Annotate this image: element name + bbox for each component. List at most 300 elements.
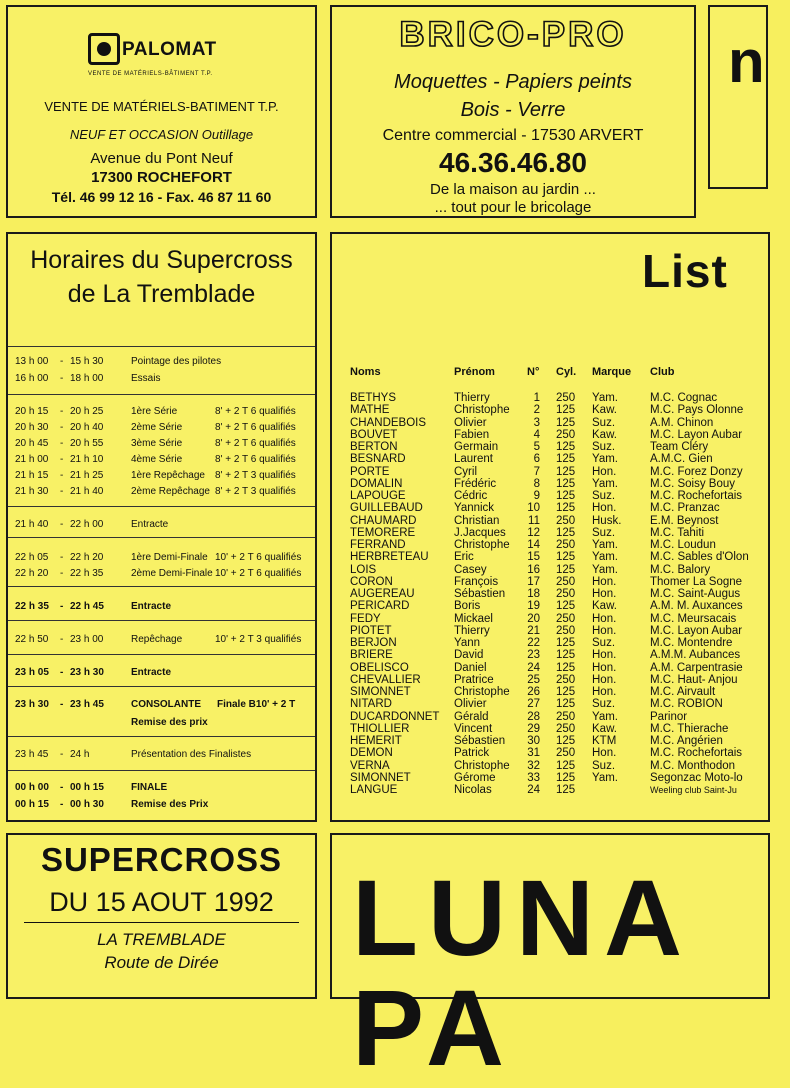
- pilot-marque: Hon.: [592, 747, 617, 760]
- pilot-numero: 30: [527, 735, 540, 747]
- pilot-club: M.C. Layon Aubar: [650, 428, 743, 441]
- horaires-start: 22 h 20: [15, 568, 49, 579]
- pilot-club: M.C. ROBION: [650, 698, 723, 711]
- pilot-row: [350, 662, 790, 674]
- pilot-club: M.C. Soisy Bouy: [650, 477, 735, 490]
- pilot-marque: Suz.: [592, 759, 616, 772]
- brico-line-5: ... tout pour le bricolage: [434, 199, 592, 216]
- horaires-start: 20 h 15: [15, 406, 49, 417]
- pilot-numero: 5: [533, 441, 540, 453]
- pilot-row: [350, 490, 790, 502]
- pilot-marque: Hon.: [592, 649, 617, 662]
- pilot-club: M.C. Balory: [650, 563, 711, 576]
- horaires-label: 4ème Série: [131, 454, 183, 465]
- pilot-nom: OBELISCO: [350, 661, 409, 674]
- pilot-marque: Suz.: [592, 416, 616, 429]
- pilot-marque: Yam.: [592, 551, 618, 564]
- pilot-cylindree: 125: [556, 784, 576, 796]
- pilot-nom: DEMON: [350, 747, 393, 760]
- pilot-prenom: Cédric: [454, 490, 488, 502]
- brico-phone: 46.36.46.80: [439, 147, 587, 178]
- pilot-prenom: Frédéric: [454, 477, 497, 490]
- pilot-club: M.C. Rochefortais: [650, 490, 743, 502]
- pilot-prenom: Christophe: [454, 759, 510, 772]
- horaires-divider: [8, 736, 315, 737]
- pilot-marque: Suz.: [592, 526, 616, 539]
- pilot-prenom: Olivier: [454, 698, 487, 711]
- pilot-club: M.C. Haut- Anjou: [650, 673, 738, 686]
- pilot-club: A.M. M. Auxances: [650, 600, 743, 613]
- horaires-dash: -: [60, 438, 64, 449]
- pilot-row: [350, 429, 790, 441]
- pilot-marque: Suz.: [592, 490, 616, 502]
- pilot-cylindree: 250: [556, 710, 576, 723]
- horaires-dash: -: [60, 552, 64, 563]
- pilot-club: A.M.C. Gien: [650, 453, 713, 466]
- pilot-numero: 18: [527, 588, 540, 600]
- horaires-divider: [8, 537, 315, 538]
- pilot-cylindree: 125: [556, 441, 576, 453]
- pilot-marque: Yam.: [592, 771, 618, 784]
- horaires-label: 2ème Repêchage: [131, 486, 210, 497]
- pilot-cylindree: 125: [556, 600, 576, 613]
- pilot-cylindree: 125: [556, 735, 576, 747]
- pilot-cylindree: 125: [556, 698, 576, 711]
- pilot-numero: 11: [528, 514, 540, 527]
- pilot-club: A.M.M. Aubances: [650, 649, 741, 662]
- pilot-club: M.C. Angérien: [650, 735, 723, 747]
- horaires-label: CONSOLANTE: [131, 699, 201, 710]
- pilot-row: [350, 392, 790, 404]
- brico-line-4: De la maison au jardin ...: [430, 181, 596, 198]
- pilot-prenom: Patrick: [454, 747, 490, 760]
- pilot-club: M.C. Thierache: [650, 722, 729, 735]
- horaires-end: 23 h 00: [70, 634, 104, 645]
- pilot-numero: 24: [527, 661, 540, 674]
- list-title: List: [642, 245, 728, 297]
- pilot-cylindree: 250: [556, 428, 576, 441]
- pilot-marque: Yam.: [592, 477, 618, 490]
- pilot-prenom: Nicolas: [454, 784, 492, 796]
- pilot-marque: Hon.: [592, 575, 617, 588]
- pilot-prenom: David: [454, 649, 484, 662]
- pilot-club: M.C. Sables d'Olon: [650, 551, 749, 564]
- pilot-prenom: François: [454, 575, 499, 588]
- horaires-label: 1ère Repêchage: [131, 470, 205, 481]
- pilot-row: [350, 784, 790, 796]
- pilot-row: [350, 539, 790, 551]
- pilot-club: Parinor: [650, 710, 688, 723]
- horaires-start: 23 h 05: [15, 667, 49, 678]
- pilot-numero: 20: [527, 612, 540, 625]
- horaires-dash: -: [60, 782, 64, 793]
- pilot-nom: HERBRETEAU: [350, 551, 429, 564]
- pilot-nom: AUGEREAU: [350, 588, 415, 600]
- pilot-marque: Husk.: [592, 514, 622, 527]
- palomat-address: Avenue du Pont Neuf: [90, 150, 233, 167]
- horaires-end: 23 h 45: [70, 699, 104, 710]
- pilot-club: Weeling club Saint-Ju: [650, 785, 737, 795]
- pilot-marque: Kaw.: [592, 600, 617, 613]
- pilot-nom: BOUVET: [350, 428, 398, 441]
- pilot-numero: 16: [527, 563, 540, 576]
- pilot-cylindree: 125: [556, 686, 576, 698]
- pilot-prenom: Sébastien: [454, 735, 506, 747]
- pilot-row: [350, 613, 790, 625]
- pilot-prenom: Christophe: [454, 404, 510, 417]
- pilot-club: A.M. Chinon: [650, 416, 714, 429]
- horaires-end: 20 h 25: [70, 406, 104, 417]
- brico-line-2: Bois - Verre: [460, 99, 566, 121]
- pilot-club: M.C. Loudun: [650, 539, 716, 551]
- pilot-row: [350, 417, 790, 429]
- pilot-cylindree: 250: [556, 747, 576, 760]
- pilot-nom: SIMONNET: [350, 686, 411, 698]
- pilot-prenom: Boris: [454, 600, 481, 613]
- pilot-row: [350, 625, 790, 637]
- palomat-city: 17300 ROCHEFORT: [91, 169, 232, 186]
- brico-line-1: Moquettes - Papiers peints: [394, 71, 632, 93]
- horaires-label: 2ème Série: [131, 422, 183, 433]
- pilot-prenom: Christophe: [454, 686, 510, 698]
- horaires-dash: -: [60, 699, 64, 710]
- pilot-club: M.C. Tahiti: [650, 526, 705, 539]
- pilot-nom: BESNARD: [350, 453, 406, 466]
- pilot-numero: 24: [527, 784, 540, 796]
- pilot-marque: Yam.: [592, 453, 618, 466]
- horaires-start: 23 h 30: [15, 699, 49, 710]
- pilot-club: Segonzac Moto-lo: [650, 771, 743, 784]
- horaires-detail: 10' + 2 T 3 qualifiés: [215, 634, 302, 645]
- pilot-marque: Yam.: [592, 710, 618, 723]
- pilot-nom: CHANDEBOIS: [350, 416, 427, 429]
- horaires-label: Présentation des Finalistes: [131, 749, 252, 760]
- horaires-end: 22 h 00: [70, 519, 104, 530]
- header-prenom: Prénom: [454, 366, 495, 378]
- pilot-row: [350, 698, 790, 710]
- pilot-marque: Hon.: [592, 588, 617, 600]
- pilot-cylindree: 250: [556, 514, 576, 527]
- pilot-nom: FERRAND: [350, 539, 406, 551]
- pilot-numero: 6: [533, 453, 540, 466]
- horaires-end: 20 h 55: [70, 438, 104, 449]
- top-right-letter: n: [728, 28, 765, 95]
- pilot-prenom: J.Jacques: [454, 526, 506, 539]
- horaires-title-1: Horaires du Supercross: [30, 246, 293, 274]
- pilot-club: M.C. Meursacais: [650, 612, 737, 625]
- pilot-cylindree: 125: [556, 526, 576, 539]
- pilot-prenom: Thierry: [454, 392, 490, 404]
- pilot-row: [350, 723, 790, 735]
- pilot-prenom: Eric: [454, 551, 474, 564]
- pilot-prenom: Thierry: [454, 624, 490, 637]
- pilot-prenom: Daniel: [454, 661, 487, 674]
- horaires-dash: -: [60, 356, 64, 367]
- pilot-marque: Yam.: [592, 563, 618, 576]
- horaires-end: 00 h 15: [70, 782, 104, 793]
- brico-title: BRICO-PRO: [399, 15, 627, 54]
- pilot-marque: Hon.: [592, 624, 617, 637]
- header-numero: N°: [527, 366, 540, 378]
- pilot-prenom: Olivier: [454, 416, 487, 429]
- pilot-nom: PIOTET: [350, 624, 392, 637]
- pilot-nom: MATHE: [350, 404, 390, 417]
- pilot-club: M.C. Airvault: [650, 686, 716, 698]
- horaires-end: 24 h: [70, 749, 90, 760]
- horaires-dash: -: [60, 799, 64, 810]
- pilot-prenom: Pratrice: [454, 673, 494, 686]
- palomat-logo-icon: [88, 33, 120, 65]
- pilot-cylindree: 250: [556, 575, 576, 588]
- pilot-club: Team Cléry: [650, 441, 709, 453]
- pilot-prenom: Sébastien: [454, 588, 506, 600]
- pilot-numero: 2: [533, 404, 540, 417]
- pilot-row: [350, 600, 790, 612]
- horaires-label: Entracte: [131, 601, 172, 612]
- pilot-cylindree: 125: [556, 416, 576, 429]
- pilot-nom: DUCARDONNET: [350, 710, 440, 723]
- pilot-prenom: Vincent: [454, 722, 493, 735]
- horaires-label: 1ère Demi-Finale: [131, 552, 208, 563]
- pilot-numero: 4: [533, 428, 540, 441]
- pilot-cylindree: 125: [556, 490, 576, 502]
- horaires-dash: -: [60, 568, 64, 579]
- pilot-marque: Hon.: [592, 502, 617, 515]
- pilot-marque: Suz.: [592, 698, 616, 711]
- horaires-dash: -: [60, 454, 64, 465]
- horaires-start: 22 h 50: [15, 634, 49, 645]
- pilot-row: [350, 772, 790, 784]
- pilot-numero: 25: [527, 673, 540, 686]
- supercross-date: DU 15 AOUT 1992: [49, 887, 274, 917]
- pilot-prenom: Yann: [454, 637, 481, 649]
- pilot-nom: NITARD: [350, 698, 392, 711]
- horaires-dash: -: [60, 373, 64, 384]
- horaires-start: 13 h 00: [15, 356, 49, 367]
- pilot-row: [350, 527, 790, 539]
- pilot-marque: Hon.: [592, 686, 617, 698]
- pilot-club: M.C. Cognac: [650, 392, 718, 404]
- luna-park-ad: [330, 833, 770, 1088]
- horaires-detail: 8' + 2 T 3 qualifiés: [215, 486, 296, 497]
- horaires-dash: -: [60, 486, 64, 497]
- horaires-start: 21 h 30: [15, 486, 49, 497]
- pilot-numero: 21: [527, 624, 540, 637]
- pilot-nom: THIOLLIER: [350, 722, 410, 735]
- header-noms: Noms: [350, 366, 381, 378]
- horaires-label: Essais: [131, 373, 161, 384]
- top-right-ad: [708, 5, 768, 189]
- pilot-row: [350, 674, 790, 686]
- pilot-numero: 17: [527, 575, 540, 588]
- palomat-line-2: NEUF ET OCCASION Outillage: [69, 127, 254, 142]
- pilot-club: Thomer La Sogne: [650, 575, 743, 588]
- pilot-cylindree: 125: [556, 551, 576, 564]
- pilot-row: [350, 649, 790, 661]
- horaires-end: 22 h 20: [70, 552, 104, 563]
- horaires-detail: Finale B10' + 2 T: [217, 699, 296, 710]
- horaires-end: 22 h 35: [70, 568, 104, 579]
- horaires-divider: [8, 620, 315, 621]
- horaires-end: 23 h 30: [70, 667, 104, 678]
- pilot-cylindree: 250: [556, 392, 576, 404]
- horaires-end: 21 h 10: [70, 454, 104, 465]
- pilot-numero: 8: [533, 477, 540, 490]
- palomat-line-1: VENTE DE MATÉRIELS-BATIMENT T.P.: [44, 99, 279, 114]
- pilot-row: [350, 551, 790, 563]
- horaires-label: FINALE: [131, 782, 168, 793]
- pilot-numero: 28: [527, 710, 540, 723]
- horaires-start: 20 h 45: [15, 438, 49, 449]
- horaires-panel: [6, 232, 317, 822]
- horaires-label: Entracte: [131, 519, 169, 530]
- pilot-marque: Kaw.: [592, 428, 617, 441]
- pilot-prenom: Gérald: [454, 710, 489, 723]
- luna-text: LUNA PA: [352, 857, 688, 1088]
- horaires-start: 21 h 15: [15, 470, 49, 481]
- horaires-dash: -: [60, 519, 64, 530]
- pilot-row: [350, 478, 790, 490]
- pilot-club: M.C. Pays Olonne: [650, 404, 744, 417]
- horaires-end: 18 h 00: [70, 373, 104, 384]
- pilot-club: M.C. Monthodon: [650, 759, 736, 772]
- pilot-prenom: Christophe: [454, 539, 510, 551]
- horaires-divider: [8, 686, 315, 687]
- horaires-detail: 8' + 2 T 6 qualifiés: [215, 438, 296, 449]
- pilot-nom: CORON: [350, 575, 393, 588]
- header-marque: Marque: [592, 366, 632, 378]
- pilot-marque: Hon.: [592, 661, 617, 674]
- pilot-prenom: Cyril: [454, 465, 477, 478]
- horaires-divider: [8, 506, 315, 507]
- pilot-row: [350, 735, 790, 747]
- pilot-marque: Kaw.: [592, 722, 617, 735]
- pilot-nom: BERJON: [350, 637, 397, 649]
- horaires-divider: [8, 770, 315, 771]
- pilot-nom: BERTON: [350, 441, 398, 453]
- pilot-cylindree: 125: [556, 649, 576, 662]
- supercross-divider: [24, 922, 299, 923]
- pilot-row: [350, 441, 790, 453]
- horaires-title-2: de La Tremblade: [67, 280, 256, 308]
- horaires-detail: 8' + 2 T 6 qualifiés: [215, 422, 296, 433]
- pilot-row: [350, 502, 790, 514]
- horaires-start: 00 h 00: [15, 782, 49, 793]
- pilot-cylindree: 125: [556, 563, 576, 576]
- pilot-marque: Hon.: [592, 673, 617, 686]
- horaires-dash: -: [60, 667, 64, 678]
- horaires-start: 21 h 00: [15, 454, 49, 465]
- pilot-numero: 31: [527, 747, 540, 760]
- pilot-cylindree: 125: [556, 661, 576, 674]
- pilot-nom: LANGUE: [350, 784, 398, 796]
- pilot-prenom: Laurent: [454, 453, 494, 466]
- pilot-marque: Suz.: [592, 441, 616, 453]
- pilot-numero: 32: [527, 759, 540, 772]
- horaires-end: 21 h 25: [70, 470, 104, 481]
- pilot-prenom: Casey: [454, 563, 487, 576]
- horaires-dash: -: [60, 422, 64, 433]
- pilot-marque: Hon.: [592, 465, 617, 478]
- pilot-cylindree: 125: [556, 477, 576, 490]
- pilot-numero: 22: [527, 637, 540, 649]
- pilot-numero: 23: [527, 649, 540, 662]
- pilot-list-panel: [330, 232, 770, 822]
- pilot-club: M.C. Pranzac: [650, 502, 720, 515]
- horaires-divider: [8, 654, 315, 655]
- pilot-cylindree: 125: [556, 771, 576, 784]
- pilot-marque: Yam.: [592, 392, 618, 404]
- pilot-prenom: Gérome: [454, 771, 496, 784]
- brico-pro-ad: [330, 5, 696, 218]
- pilot-nom: VERNA: [350, 759, 390, 772]
- pilot-numero: 29: [527, 722, 540, 735]
- pilot-nom: DOMALIN: [350, 477, 403, 490]
- horaires-start: 00 h 15: [15, 799, 49, 810]
- pilot-nom: CHAUMARD: [350, 514, 417, 527]
- pilot-nom: LAPOUGE: [350, 490, 406, 502]
- supercross-place: LA TREMBLADE: [97, 930, 226, 949]
- header-cylindree: Cyl.: [556, 366, 577, 378]
- horaires-dash: -: [60, 749, 64, 760]
- pilot-nom: CHEVALLIER: [350, 673, 421, 686]
- pilot-club: M.C. Montendre: [650, 637, 733, 649]
- pilot-marque: Yam.: [592, 539, 618, 551]
- pilot-prenom: Yannick: [454, 502, 495, 515]
- pilot-cylindree: 125: [556, 465, 576, 478]
- pilot-nom: PERICARD: [350, 600, 410, 613]
- pilot-numero: 33: [527, 771, 540, 784]
- horaires-label: 1ère Série: [131, 406, 178, 417]
- pilot-marque: Hon.: [592, 612, 617, 625]
- horaires-dash: -: [60, 634, 64, 645]
- pilot-row: [350, 711, 790, 723]
- pilot-row: [350, 466, 790, 478]
- pilot-row: [350, 576, 790, 588]
- horaires-end: 15 h 30: [70, 356, 104, 367]
- pilot-nom: HEMERIT: [350, 735, 402, 747]
- pilot-prenom: Fabien: [454, 428, 490, 441]
- pilot-nom: BETHYS: [350, 392, 397, 404]
- pilot-numero: 15: [527, 551, 540, 564]
- pilot-row: [350, 686, 790, 698]
- horaires-label: 3ème Série: [131, 438, 183, 449]
- horaires-end: 00 h 30: [70, 799, 104, 810]
- pilot-club: M.C. Forez Donzy: [650, 465, 743, 478]
- pilot-nom: GUILLEBAUD: [350, 502, 423, 515]
- horaires-detail: 10' + 2 T 6 qualifiés: [215, 552, 302, 563]
- pilot-row: [350, 637, 790, 649]
- pilot-club: M.C. Layon Aubar: [650, 624, 743, 637]
- pilot-row: [350, 760, 790, 772]
- pilot-nom: FEDY: [350, 612, 381, 625]
- horaires-end: 20 h 40: [70, 422, 104, 433]
- pilot-numero: 7: [533, 465, 540, 478]
- supercross-box: [6, 833, 317, 999]
- horaires-start: 22 h 35: [15, 601, 49, 612]
- pilot-row: [350, 453, 790, 465]
- pilot-marque: Kaw.: [592, 404, 617, 417]
- horaires-dash: -: [60, 601, 64, 612]
- horaires-start: 21 h 40: [15, 519, 49, 530]
- palomat-ad: [6, 5, 317, 218]
- pilot-marque: Suz.: [592, 637, 616, 649]
- pilot-numero: 3: [533, 416, 540, 429]
- pilot-row: [350, 515, 790, 527]
- pilot-prenom: Germain: [454, 441, 499, 453]
- pilot-cylindree: 125: [556, 453, 576, 466]
- pilot-cylindree: 250: [556, 624, 576, 637]
